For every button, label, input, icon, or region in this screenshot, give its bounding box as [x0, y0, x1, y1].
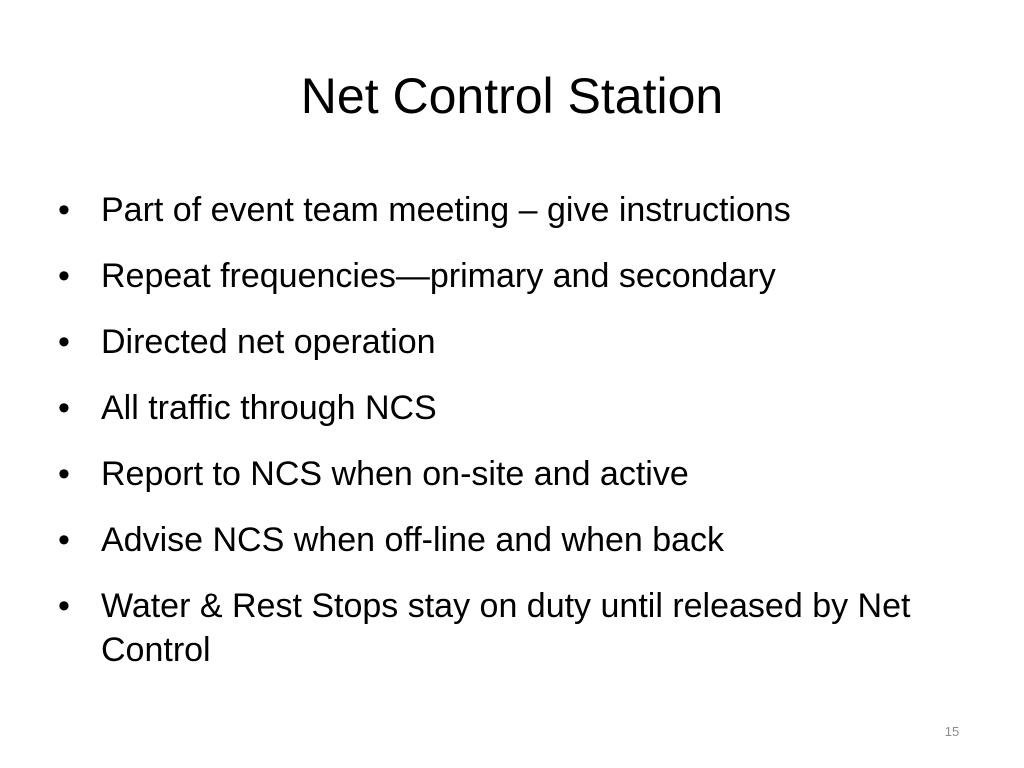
bullet-marker-icon: • — [58, 257, 70, 295]
bullet-text: Water & Rest Stops stay on duty until released by Net Control — [101, 587, 911, 669]
bullet-marker-icon: • — [58, 389, 70, 427]
slide-number: 15 — [944, 724, 960, 739]
bullet-item-report — [58, 452, 978, 496]
bullet-item-rest-stops — [58, 584, 978, 672]
bullet-text: Repeat frequencies—primary and secondary — [101, 257, 776, 295]
bullet-item-traffic — [58, 386, 978, 430]
bullet-item-advise — [58, 518, 978, 562]
bullet-marker-icon: • — [58, 521, 70, 559]
bullet-text: All traffic through NCS — [101, 389, 437, 427]
bullet-marker-icon: • — [58, 323, 70, 361]
bullet-text: Directed net operation — [101, 323, 436, 361]
bullet-list — [58, 188, 978, 694]
bullet-text: Part of event team meeting – give instructions — [101, 191, 791, 229]
bullet-item-directed-net — [58, 320, 978, 364]
bullet-text: Report to NCS when on-site and active — [101, 455, 689, 493]
bullet-marker-icon: • — [58, 455, 70, 493]
bullet-marker-icon: • — [58, 191, 70, 229]
bullet-item-frequencies — [58, 254, 978, 298]
bullet-text: Advise NCS when off-line and when back — [101, 521, 725, 559]
slide-title: Net Control Station — [300, 68, 724, 124]
bullet-item-instructions — [58, 188, 978, 232]
bullet-marker-icon: • — [58, 587, 70, 625]
